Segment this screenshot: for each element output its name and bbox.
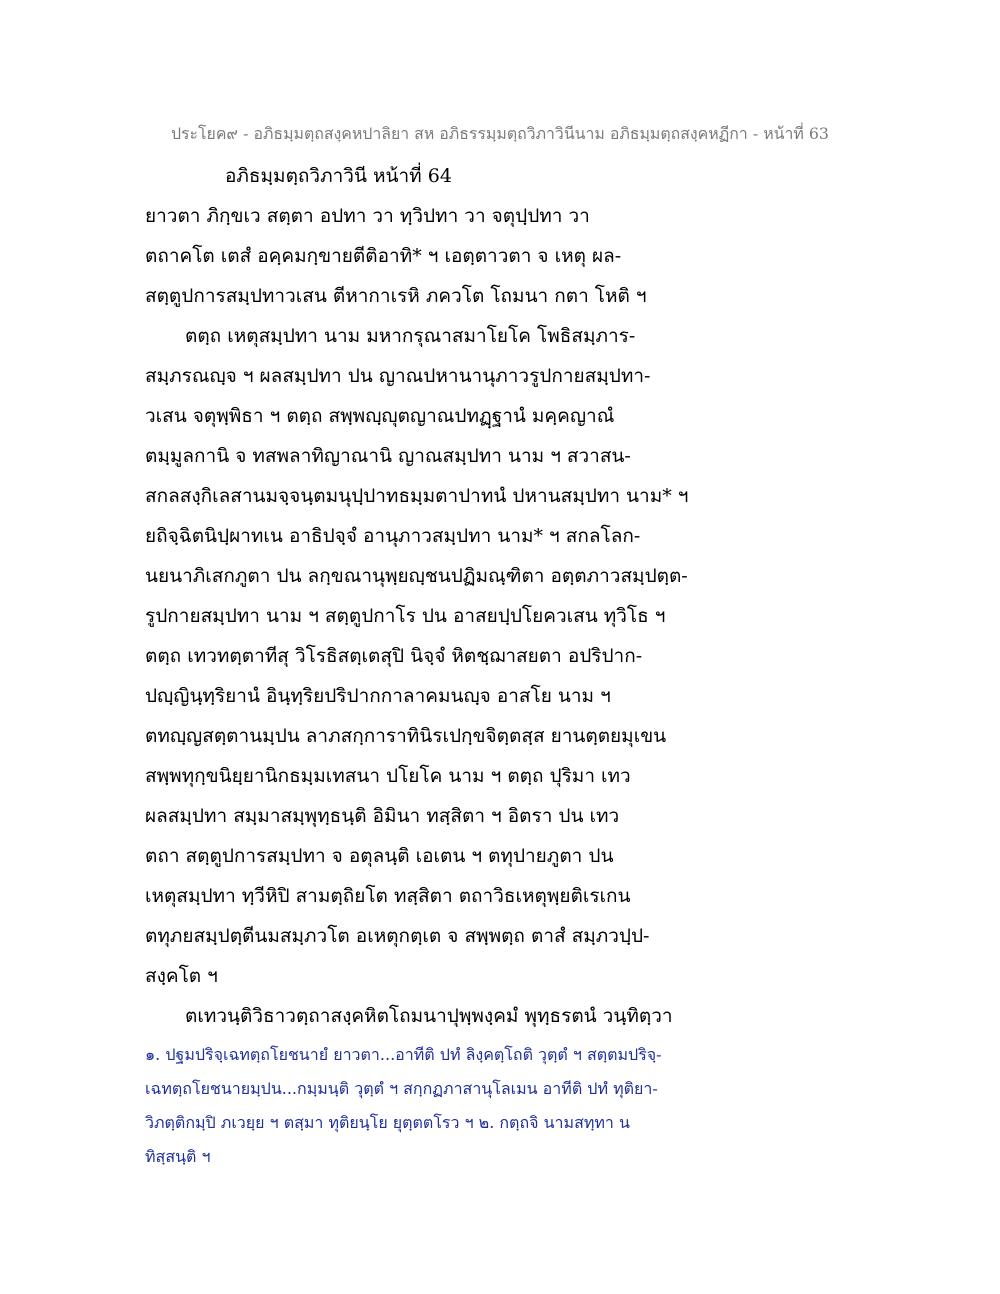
- body-line: ยาวตา ภิกฺขเว สตฺตา อปทา วา ทฺวิปทา วา จตุปฺปทา วา: [145, 205, 590, 227]
- body-line: ตตฺถ เหตุสมฺปทา นาม มหากรุณาสมาโยโค โพธิสมฺภาร-: [185, 325, 636, 347]
- body-line: รูปกายสมฺปทา นาม ฯ สตฺตูปกาโร ปน อาสยปฺปโยควเสน ทุวิโธ ฯ: [145, 605, 666, 627]
- body-line: สตฺตูปการสมฺปทาวเสน ตีหากาเรหิ ภควโต โถมนา กตา โหติ ฯ: [145, 285, 647, 307]
- body-line: ตถาคโต เตสํ อคฺคมกฺขายตีติอาทิ* ฯ เอตฺตาวตา จ เหตุ ผล-: [145, 245, 622, 267]
- body-line: ตมฺมูลกานิ จ ทสพลาทิญาณานิ ญาณสมฺปทา นาม ฯ สวาสน-: [145, 445, 631, 467]
- footnote-line: เฉทตฺถโยชนายมฺปน...กมฺมนฺติ วุตฺตํ ฯ สกฺกฏภาสานุโลเมน อาทีติ ปทํ ทุติยา-: [145, 1079, 658, 1098]
- footnote-line: ๑. ปฐมปริจฺเฉทตฺถโยชนายํ ยาวตา...อาทีติ ปทํ ลิงฺคตฺโถติ วุตฺตํ ฯ สตฺตมปริจฺ-: [145, 1045, 662, 1064]
- body-line: สมฺภรณญฺจ ฯ ผลสมฺปทา ปน ญาณปหานานุภาวรูปกายสมฺปทา-: [145, 365, 651, 387]
- body-line: ตตฺถ เทวทตฺตาทีสุ วิโรธิสตฺเตสุปิ นิจฺจํ หิตชฺฌาสยตา อปริปาก-: [145, 645, 643, 667]
- footnote-line: ทิสฺสนฺติ ฯ: [145, 1147, 211, 1166]
- body-line: ตทุภยสมฺปตฺตีนมสมฺภวโต อเหตุกตฺเต จ สพฺพตฺถ ตาสํ สมฺภวปฺป-: [145, 925, 650, 947]
- body-line: วเสน จตุพฺพิธา ฯ ตตฺถ สพฺพญฺญุตญาณปทฏฺฐานํ มคฺคญาณํ: [145, 405, 615, 427]
- body-line: ปญฺญินฺทฺริยานํ อินฺทฺริยปริปากกาลาคมนญฺจ อาสโย นาม ฯ: [145, 685, 611, 707]
- body-line: สกลสงฺกิเลสานมจฺจนฺตมนุปฺปาทธมฺมตาปาทนํ ปหานสมฺปทา นาม* ฯ: [145, 485, 689, 507]
- body-line: ผลสมฺปทา สมฺมาสมฺพุทฺธนฺติ อิมินา ทสฺสิตา ฯ อิตรา ปน เทว: [145, 805, 620, 827]
- body-line: ตทญฺญสตฺตานมฺปน ลาภสกฺการาทินิรเปกฺขจิตฺตสฺส ยานตฺตยมุเขน: [145, 725, 667, 747]
- running-header: ประโยค๙ - อภิธมฺมตฺถสงฺคหปาลิยา สห อภิธรรมฺมตฺถวิภาวินีนาม อภิธมฺมตฺถสงฺคหฏีกา - หน้าที่ 63: [170, 124, 830, 143]
- body-line: สงฺคโต ฯ: [145, 965, 218, 987]
- body-line: เหตุสมฺปทา ทฺวีหิปิ สามตฺถิยโต ทสฺสิตา ตถาวิธเหตุพฺยติเรเกน: [145, 885, 631, 907]
- body-line: นยนาภิเสกภูตา ปน ลกฺขณานุพฺยญฺชนปฏิมณฺฑิตา อตฺตภาวสมฺปตฺต-: [145, 565, 688, 587]
- footnote-line: วิภตฺติกมฺปิ ภเวยฺย ฯ ตสฺมา ทุติยนฺโย ยุตฺตตโรว ฯ ๒. กตฺถจิ นามสทฺทา น: [145, 1113, 630, 1132]
- page-heading: อภิธมฺมตฺถวิภาวินี หน้าที่ 64: [225, 165, 452, 187]
- body-line: ยถิจฺฉิตนิปฺผาทเน อาธิปจฺจํ อานุภาวสมฺปทา นาม* ฯ สกลโลก-: [145, 525, 641, 547]
- body-line: ตถา สตฺตูปการสมฺปทา จ อตุลนฺติ เอเตน ฯ ตทุปายภูตา ปน: [145, 845, 614, 867]
- body-line: สพฺพทุกฺขนิยฺยานิกธมฺมเทสนา ปโยโค นาม ฯ ตตฺถ ปุริมา เทว: [145, 765, 631, 787]
- body-line: ตเทวนฺติวิธาวตฺถาสงฺคหิตโถมนาปุพฺพงฺคมํ พุทฺธรตนํ วนฺทิตฺวา: [185, 1005, 673, 1027]
